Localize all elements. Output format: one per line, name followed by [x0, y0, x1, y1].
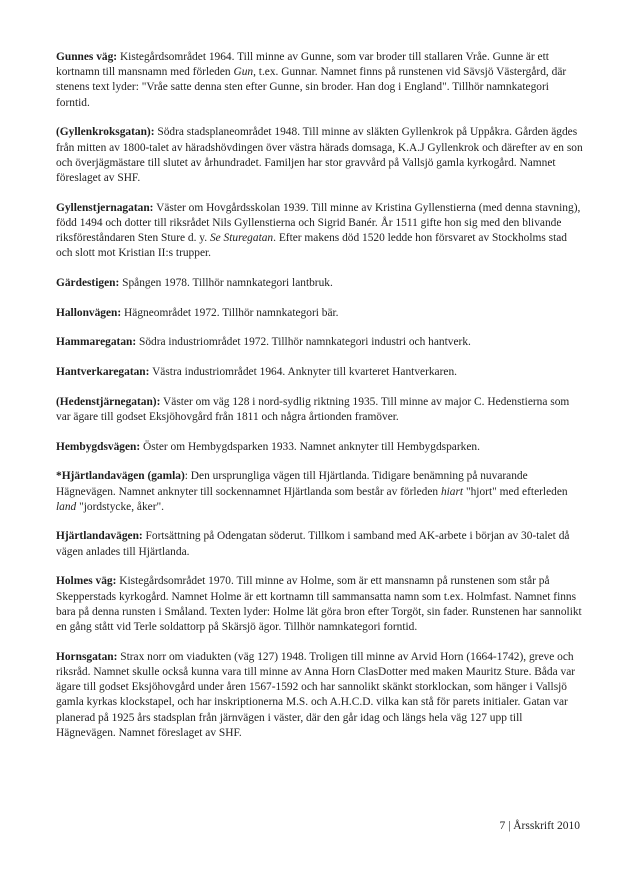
- street-name-term: Hammaregatan:: [56, 336, 137, 349]
- entry-text: Strax norr om viadukten (väg 127) 1948. Troligen till minne av Arvid Horn (1664-1742), greve och riksråd. Namnet skulle också kunna vara till minne av Anna Horn ClasDotter med maken Mauritz Sture. Båda var ägare till godset Eksjöhovgård under åren 1567-1592 och har sannolikt skänkt storklockan, som hänger i Vallsjö gamla kyrkas klockstapel, och har inskriptionerna M.S. och A.H.C.D. vilka kan stå för parets initialer. Gatan var planerad på 1925 års stadsplan från järnvägen i väster, där den går idag och längs hela väg 127 upp till Hägnevägen. Namnet föreslaget av SHF.: [56, 650, 576, 739]
- street-name-term: (Hedenstjärnegatan):: [56, 395, 161, 408]
- entry-text: Fortsättning på Odengatan söderut. Tillkom i samband med AK-arbete i början av 30-talet då vägen anlades till Hjärtlanda.: [56, 530, 570, 558]
- street-entry: [56, 201, 584, 262]
- street-name-entries: [56, 50, 584, 755]
- italic-reference: land: [56, 500, 77, 513]
- street-name-term: Holmes väg:: [56, 575, 117, 588]
- street-entry: [56, 50, 584, 111]
- entry-text: Spången 1978. Tillhör namnkategori lantbruk.: [119, 276, 333, 289]
- italic-reference: Se Sturegatan: [209, 232, 274, 245]
- entry-text: : Den ursprungliga vägen till Hjärtlanda. Tidigare benämning på nuvarande Hägnevägen. Namnet anknyter till sockennamnet Hjärtlanda som består av förleden: [56, 470, 528, 498]
- street-name-term: Hallonvägen:: [56, 306, 122, 319]
- street-entry: [56, 650, 584, 741]
- entry-text: , t.ex. Gunnar. Namnet finns på runstenen vid Sävsjö Västergård, där stenens text lyder: "Vråe satte denna sten efter Gunne, sin broder. Han dog i England". Tillhör namnkategori forntid.: [56, 66, 567, 109]
- page-footer: 7 | Årsskrift 2010: [499, 820, 580, 832]
- entry-text: Öster om Hembygdsparken 1933. Namnet anknyter till Hembygdsparken.: [140, 440, 480, 453]
- entry-text: Västra industriområdet 1964. Anknyter till kvarteret Hantverkaren.: [149, 366, 458, 379]
- entry-text: Väster om väg 128 i nord-sydlig riktning 1935. Till minne av major C. Hedenstierna som var ägare till godset Eksjöhovgård från 1811 och några årtionden framöver.: [56, 395, 570, 423]
- street-name-term: *Hjärtlandavägen (gamla): [56, 470, 185, 483]
- entry-text: Kistegårdsområdet 1964. Till minne av Gunne, som var broder till stallaren Vråe. Gunne är ett kortnamn till mansnamn med förleden: [56, 51, 549, 79]
- street-entry: [56, 469, 584, 515]
- street-name-term: (Gyllenkroksgatan):: [56, 126, 155, 139]
- street-name-term: Hembygdsvägen:: [56, 440, 141, 453]
- street-entry: [56, 125, 584, 186]
- street-name-term: Gärdestigen:: [56, 276, 120, 289]
- entry-text: Hägneområdet 1972. Tillhör namnkategori bär.: [121, 306, 339, 319]
- street-entry: [56, 395, 584, 425]
- entry-text: "hjort" med efterleden: [463, 485, 568, 498]
- entry-text: . Efter makens död 1520 ledde hon försvaret av Stockholms stad och slott mot Kristian II:s trupper.: [56, 232, 568, 260]
- street-entry: [56, 276, 584, 291]
- italic-reference: hiart: [440, 485, 464, 498]
- street-entry: [56, 335, 584, 350]
- street-name-term: Hornsgatan:: [56, 650, 118, 663]
- street-entry: [56, 529, 584, 559]
- street-name-term: Gunnes väg:: [56, 51, 118, 63]
- entry-text: Södra stadsplaneområdet 1948. Till minne av släkten Gyllenkrok på Uppåkra. Gården ägdes från mitten av 1800-talet av häradshövdingen över västra härads domsaga, K.A.J Gyllenkrok och därefter av en son och överjägmästare till slutet av århundradet. Familjen har stor gravvård på Vallsjö gamla kyrkogård. Namnet föreslaget av SHF.: [56, 126, 583, 184]
- street-name-term: Hjärtlandavägen:: [56, 530, 143, 543]
- entry-text: Kistegårdsområdet 1970. Till minne av Holme, som är ett mansnamn på runstenen som står på Skepperstads kyrkogård. Namnet Holme är ett kortnamn till sammansatta namn som t.ex. Holmfast. Namnet finns bara på denna runsten i Småland. Texten lyder: Holme lät göra bron efter Torgöt, sin fader. Runstenen har sannolikt en gång stått vid Terle soldattorp på Skärsjö ägor. Tillhör namnkategori forntid.: [56, 575, 582, 633]
- street-entry: [56, 365, 584, 380]
- street-entry: [56, 574, 584, 635]
- italic-reference: Gun: [233, 66, 254, 79]
- street-entry: [56, 440, 584, 455]
- street-name-term: Gyllenstjernagatan:: [56, 201, 154, 214]
- entry-text: Södra industriområdet 1972. Tillhör namnkategori industri och hantverk.: [136, 336, 471, 349]
- street-entry: [56, 306, 584, 321]
- entry-text: "jordstycke, åker".: [76, 500, 165, 513]
- entry-text: Väster om Hovgårdsskolan 1939. Till minne av Kristina Gyllenstierna (med denna stavning), född 1494 och dotter till riksrådet Nils Gyllenstierna och Sigrid Banér. År 1511 gifte hon sig med den blivande riksföreståndaren Sten Sture d. y.: [56, 201, 581, 245]
- street-name-term: Hantverkaregatan:: [56, 366, 150, 379]
